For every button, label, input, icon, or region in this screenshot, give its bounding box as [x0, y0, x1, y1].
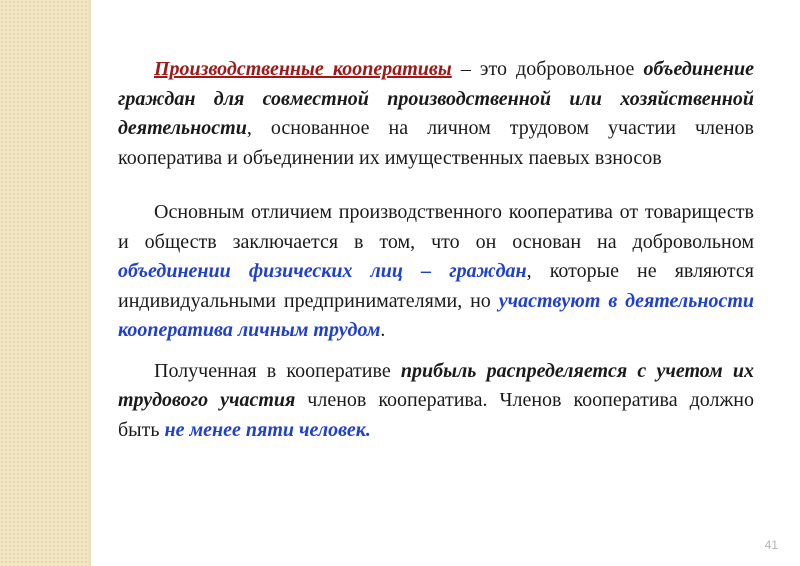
emphasis-definition: объединение граждан для совместной производственной или хозяйственной деятельности: [118, 58, 754, 139]
text-run: Полученная в кооперативе: [154, 359, 401, 382]
text-run: Основным отличием производственного кооператива от товариществ и обществ заключается в том, что он основан на добровольном: [118, 201, 754, 253]
text-run: – это добровольное: [451, 58, 644, 80]
emphasis-minimum-members: не менее пяти человек.: [164, 418, 371, 441]
emphasis-personal-labor: участвуют в деятельности кооператива личным трудом: [118, 289, 754, 341]
paragraph-profit: [118, 357, 754, 446]
decorative-side-stripe: [0, 0, 88, 566]
text-run: , основанное на личном трудовом участии членов кооператива и объединении их имущественных паевых взносов: [118, 117, 754, 169]
paragraph-distinction: [118, 198, 754, 346]
emphasis-profit: прибыль распределяется с учетом их трудового участия: [118, 359, 755, 411]
slide-content: [118, 55, 754, 445]
stripe-edge: [88, 0, 91, 566]
text-run: членов кооператива. Членов кооператива должно быть: [118, 389, 754, 441]
text-run: .: [380, 319, 386, 341]
text-run: , которые не являются индивидуальными предпринимателями, но: [118, 260, 754, 312]
page-number: 41: [764, 538, 778, 552]
emphasis-physical-persons: объединении физических лиц – граждан: [118, 260, 527, 282]
paragraph-definition: [118, 55, 754, 173]
term-title: Производственные кооперативы: [154, 58, 452, 80]
